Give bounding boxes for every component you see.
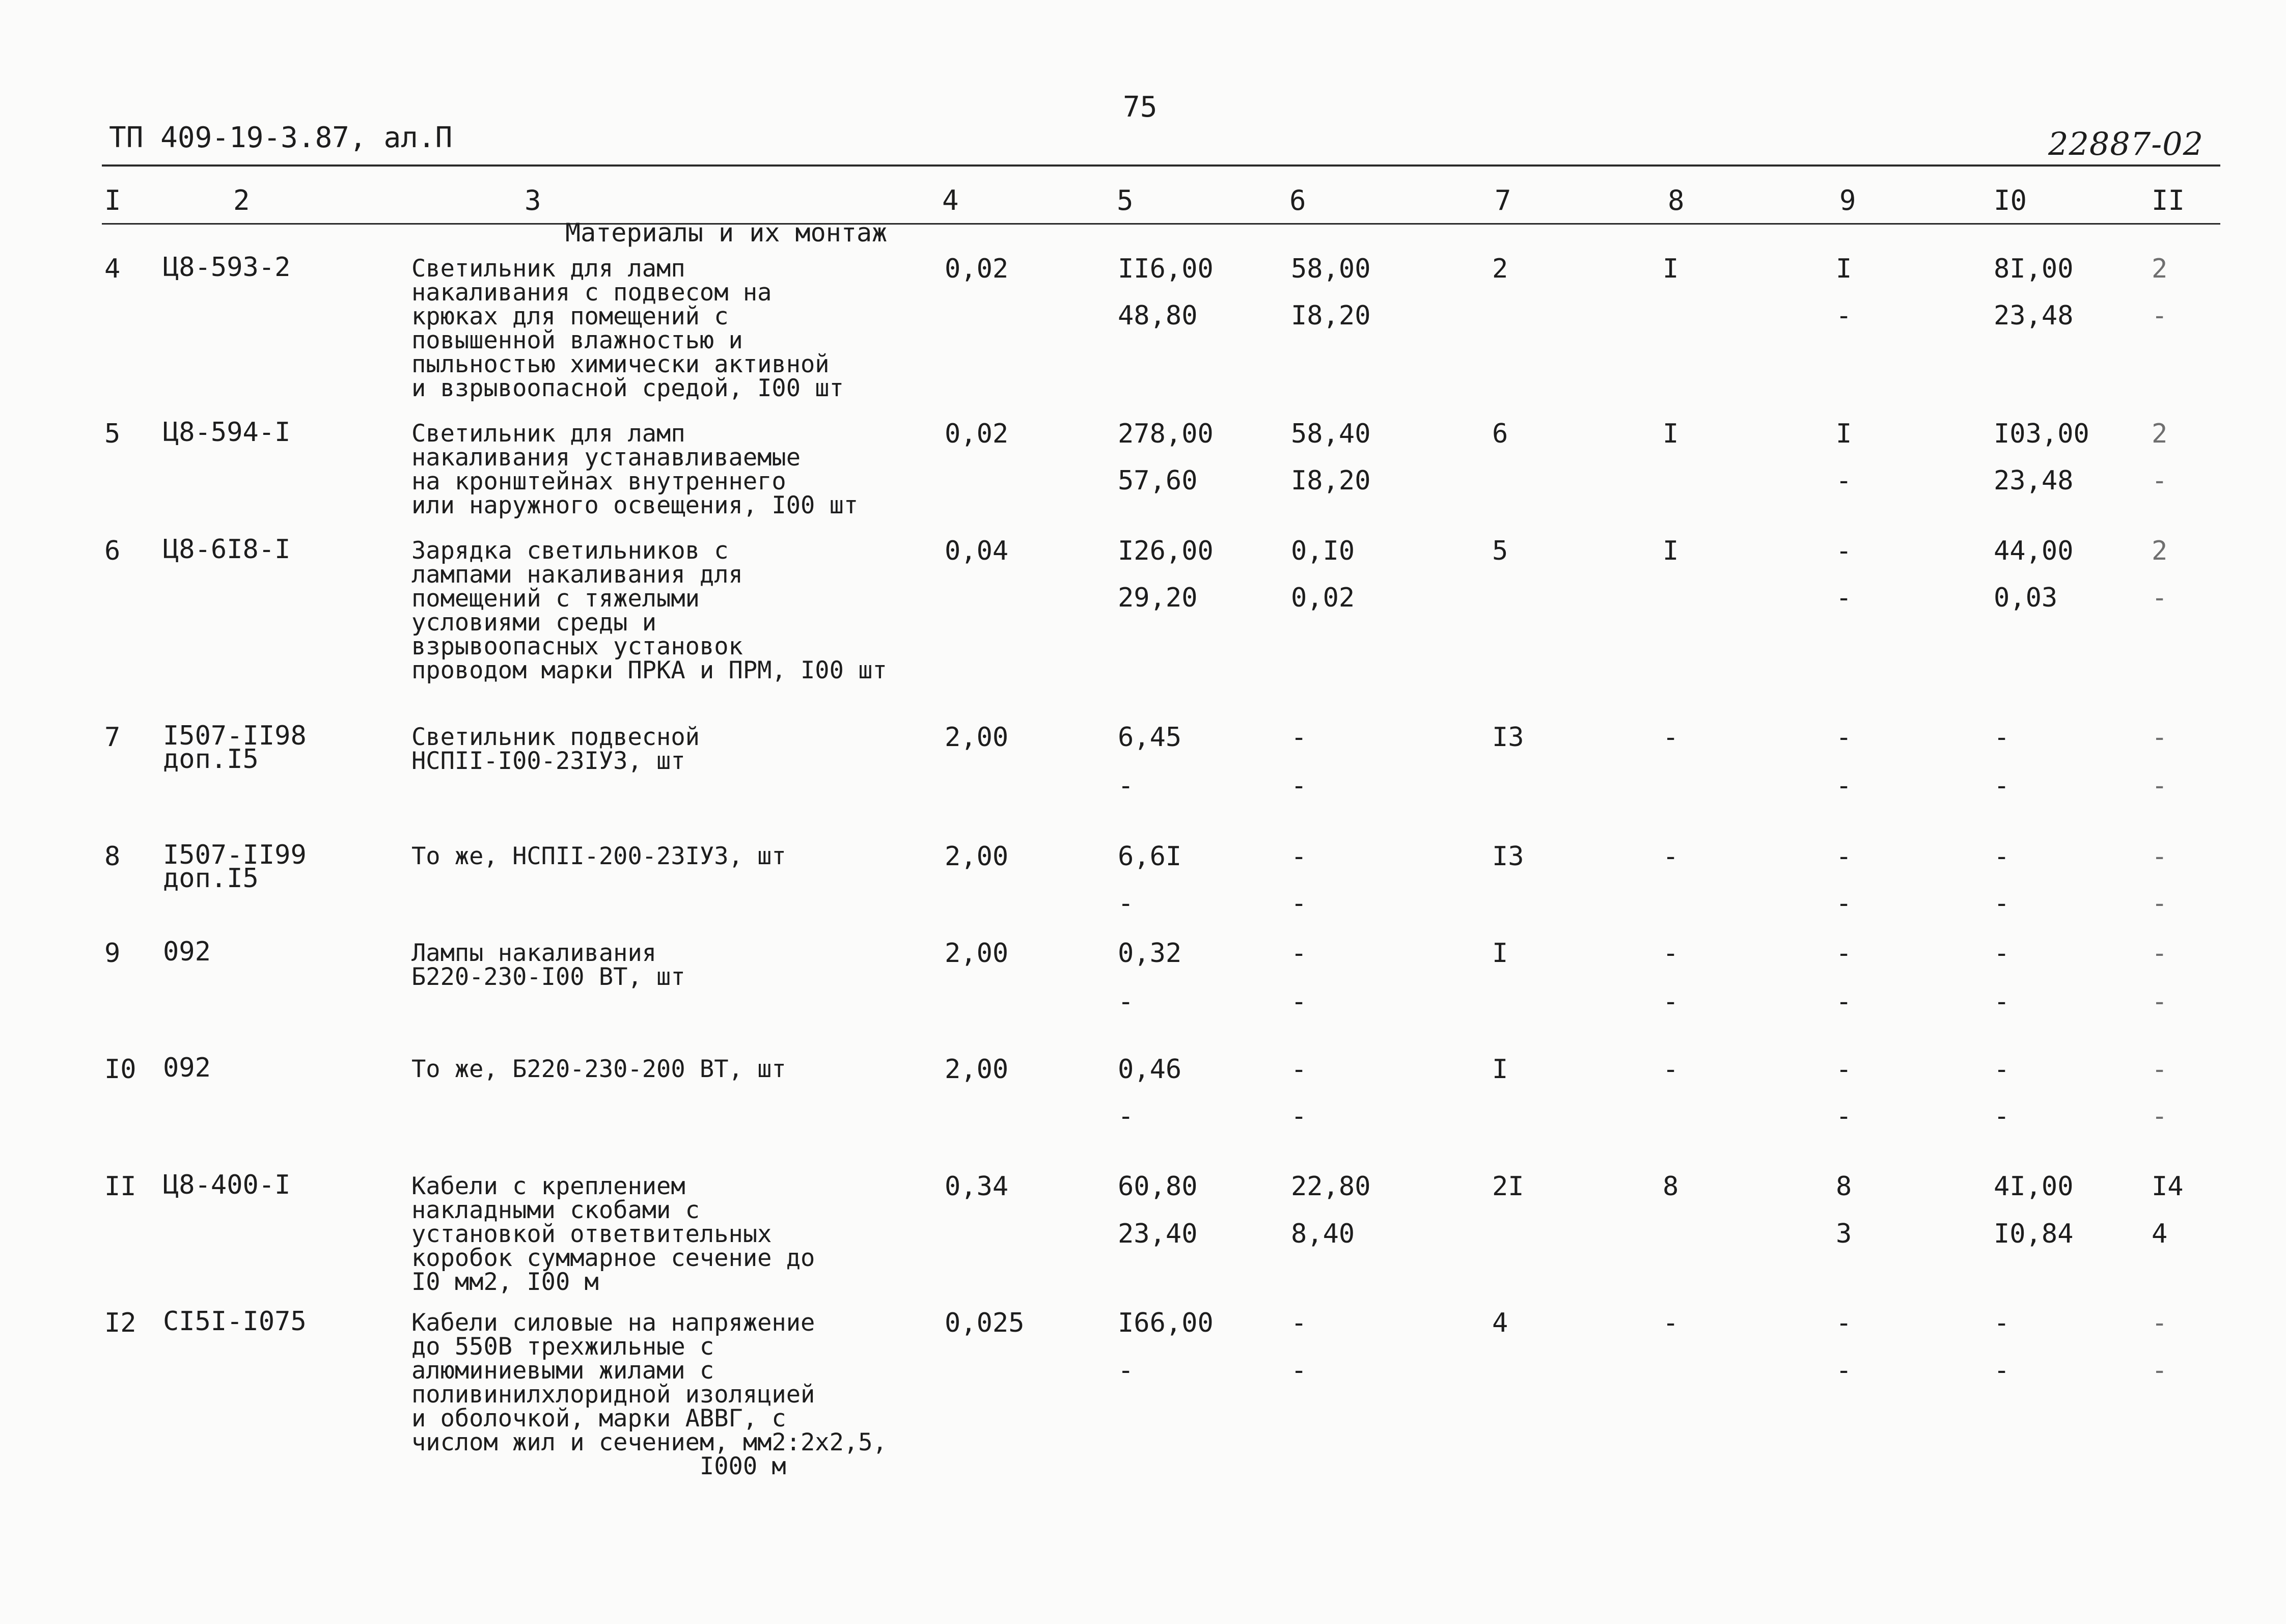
value-cell: -: [1291, 986, 1307, 1017]
value-cell: I: [1836, 419, 1852, 449]
value-cell: 0,32: [1118, 938, 1182, 969]
value-cell: -: [1994, 1308, 2010, 1338]
column-number: 6: [1289, 184, 1306, 216]
value-cell: -: [1663, 938, 1679, 969]
value-cell: 0,02: [1291, 583, 1355, 613]
value-cell: -: [1994, 938, 2010, 969]
row-number: 5: [104, 419, 121, 449]
value-cell: 3: [1836, 1219, 1852, 1249]
value-cell: -: [2152, 1054, 2168, 1085]
value-cell: 0,46: [1118, 1054, 1182, 1085]
resource-code: I507-II98 доп.I5: [163, 721, 307, 775]
value-cell: I26,00: [1118, 536, 1214, 566]
page-number: 75: [1123, 91, 1158, 124]
value-cell: 5: [1492, 536, 1508, 566]
item-description: Светильник подвесной НСПII-I00-23IУ3, шт: [411, 723, 700, 775]
row-number: 9: [104, 938, 121, 969]
column-number: 3: [525, 184, 541, 216]
value-cell: -: [1663, 986, 1679, 1017]
value-cell: 8I,00: [1994, 254, 2074, 284]
row-number: I2: [104, 1308, 136, 1338]
value-cell: -: [1291, 938, 1307, 969]
quantity-value: 2,00: [945, 841, 1009, 872]
column-number: 9: [1839, 184, 1856, 216]
value-cell: -: [1118, 888, 1134, 919]
value-cell: I3: [1492, 722, 1524, 753]
value-cell: 23,48: [1994, 300, 2074, 331]
value-cell: -: [1118, 770, 1134, 801]
value-cell: 0,03: [1994, 583, 2058, 613]
value-cell: 6,45: [1118, 722, 1182, 753]
resource-code: Ц8-6I8-I: [163, 534, 291, 565]
value-cell: -: [2152, 986, 2168, 1017]
resource-code: Ц8-400-I: [163, 1170, 291, 1200]
value-cell: I: [1663, 536, 1679, 566]
value-cell: 0,I0: [1291, 536, 1355, 566]
value-cell: 44,00: [1994, 536, 2074, 566]
column-number: I: [104, 184, 121, 216]
value-cell: -: [1836, 722, 1852, 753]
column-number: 4: [942, 184, 959, 216]
value-cell: -: [1291, 1355, 1307, 1386]
value-cell: 2I: [1492, 1171, 1524, 1202]
value-cell: -: [1836, 888, 1852, 919]
value-cell: -: [1663, 722, 1679, 753]
column-header-rule: [102, 223, 2220, 225]
value-cell: 2: [2152, 419, 2168, 449]
value-cell: 60,80: [1118, 1171, 1198, 1202]
value-cell: -: [2152, 583, 2168, 613]
column-number: 2: [233, 184, 250, 216]
value-cell: -: [1836, 465, 1852, 496]
value-cell: 6,6I: [1118, 841, 1182, 872]
header-rule: [102, 164, 2220, 167]
value-cell: 48,80: [1118, 300, 1198, 331]
value-cell: I0,84: [1994, 1219, 2074, 1249]
value-cell: -: [2152, 938, 2168, 969]
value-cell: I03,00: [1994, 419, 2089, 449]
value-cell: I: [1492, 1054, 1508, 1085]
column-number: II: [2152, 184, 2185, 216]
item-description: Кабели с креплением накладными скобами с установкой ответвительных коробок суммарное сечение до I0 мм2, I00 м: [411, 1172, 815, 1296]
value-cell: I8,20: [1291, 300, 1371, 331]
value-cell: 8: [1836, 1171, 1852, 1202]
section-title: Материалы и их монтаж: [565, 218, 888, 247]
value-cell: 58,40: [1291, 419, 1371, 449]
value-cell: -: [1836, 583, 1852, 613]
value-cell: -: [1291, 841, 1307, 872]
item-description: Светильник для ламп накаливания устанавливаемые на кронштейнах внутреннего или наружного освещения, I00 шт: [411, 420, 859, 519]
value-cell: 58,00: [1291, 254, 1371, 284]
value-cell: I: [1492, 938, 1508, 969]
value-cell: -: [1118, 1101, 1134, 1132]
value-cell: -: [1994, 1054, 2010, 1085]
value-cell: 6: [1492, 419, 1508, 449]
item-description: То же, Б220-230-200 ВТ, шт: [411, 1055, 786, 1083]
value-cell: -: [1118, 986, 1134, 1017]
item-description: Светильник для ламп накаливания с подвесом на крюках для помещений с повышенной влажностью и пыльностью химически активной и взрывоопасной средой, I00 шт: [411, 255, 844, 402]
value-cell: I: [1663, 254, 1679, 284]
value-cell: -: [1291, 722, 1307, 753]
quantity-value: 2,00: [945, 722, 1009, 753]
column-number: 7: [1495, 184, 1511, 216]
value-cell: -: [1291, 1054, 1307, 1085]
quantity-value: 0,02: [945, 419, 1009, 449]
quantity-value: 0,02: [945, 254, 1009, 284]
value-cell: -: [1291, 1308, 1307, 1338]
value-cell: I: [1836, 254, 1852, 284]
resource-code: CI5I-I075: [163, 1306, 307, 1337]
value-cell: -: [2152, 1308, 2168, 1338]
item-description: Кабели силовые на напряжение до 550В трехжильные с алюминиевыми жилами с поливинилхлоридной изоляцией и оболочкой, марки АВВГ, с числом жил и сечением, мм2:2х2,5, I000 м: [411, 1309, 887, 1480]
value-cell: I4: [2152, 1171, 2184, 1202]
value-cell: -: [1994, 722, 2010, 753]
value-cell: -: [1994, 770, 2010, 801]
value-cell: 29,20: [1118, 583, 1198, 613]
quantity-value: 0,04: [945, 536, 1009, 566]
value-cell: 2: [2152, 536, 2168, 566]
row-number: I0: [104, 1054, 136, 1085]
value-cell: -: [1663, 1308, 1679, 1338]
value-cell: -: [2152, 300, 2168, 331]
value-cell: I8,20: [1291, 465, 1371, 496]
item-description: То же, НСПII-200-23IУ3, шт: [411, 842, 786, 870]
value-cell: -: [2152, 465, 2168, 496]
resource-code: I507-II99 доп.I5: [163, 840, 307, 894]
value-cell: 2: [2152, 254, 2168, 284]
item-description: Лампы накаливания Б220-230-I00 ВТ, шт: [411, 939, 685, 991]
value-cell: II6,00: [1118, 254, 1214, 284]
value-cell: -: [1836, 1101, 1852, 1132]
value-cell: -: [2152, 841, 2168, 872]
column-number: I0: [1994, 184, 2027, 216]
document-code: ТП 409-19-3.87, ал.П: [109, 121, 453, 154]
value-cell: -: [1836, 841, 1852, 872]
quantity-value: 0,34: [945, 1171, 1009, 1202]
value-cell: -: [2152, 1355, 2168, 1386]
row-number: II: [104, 1171, 136, 1202]
value-cell: -: [1994, 1355, 2010, 1386]
value-cell: 8: [1663, 1171, 1679, 1202]
value-cell: -: [1836, 1054, 1852, 1085]
row-number: 8: [104, 841, 121, 872]
value-cell: -: [1291, 770, 1307, 801]
value-cell: -: [1994, 888, 2010, 919]
value-cell: -: [1836, 300, 1852, 331]
value-cell: -: [1836, 1355, 1852, 1386]
value-cell: -: [1836, 1308, 1852, 1338]
column-number: 8: [1668, 184, 1685, 216]
value-cell: 23,40: [1118, 1219, 1198, 1249]
value-cell: -: [1836, 536, 1852, 566]
value-cell: -: [1994, 1101, 2010, 1132]
value-cell: -: [1291, 1101, 1307, 1132]
row-number: 6: [104, 536, 121, 566]
value-cell: -: [1836, 770, 1852, 801]
value-cell: I66,00: [1118, 1308, 1214, 1338]
value-cell: 8,40: [1291, 1219, 1355, 1249]
value-cell: 22,80: [1291, 1171, 1371, 1202]
value-cell: 4: [2152, 1219, 2168, 1249]
value-cell: I: [1663, 419, 1679, 449]
value-cell: -: [1994, 841, 2010, 872]
column-number: 5: [1117, 184, 1134, 216]
resource-code: 092: [163, 937, 211, 967]
handwritten-stamp: 22887-02: [2048, 125, 2204, 162]
value-cell: -: [1291, 888, 1307, 919]
value-cell: -: [1663, 841, 1679, 872]
value-cell: -: [2152, 722, 2168, 753]
value-cell: 2: [1492, 254, 1508, 284]
resource-code: Ц8-594-I: [163, 417, 291, 448]
value-cell: -: [1994, 986, 2010, 1017]
quantity-value: 2,00: [945, 938, 1009, 969]
value-cell: -: [1663, 1054, 1679, 1085]
value-cell: -: [2152, 888, 2168, 919]
value-cell: 23,48: [1994, 465, 2074, 496]
item-description: Зарядка светильников с лампами накаливания для помещений с тяжелыми условиями среды и взрывоопасных установок проводом марки ПРКА и ПРМ, I00 шт: [411, 537, 887, 684]
quantity-value: 0,025: [945, 1308, 1025, 1338]
value-cell: I3: [1492, 841, 1524, 872]
value-cell: -: [1836, 986, 1852, 1017]
quantity-value: 2,00: [945, 1054, 1009, 1085]
value-cell: 57,60: [1118, 465, 1198, 496]
value-cell: 4: [1492, 1308, 1508, 1338]
value-cell: 4I,00: [1994, 1171, 2074, 1202]
row-number: 4: [104, 254, 121, 284]
row-number: 7: [104, 722, 121, 753]
resource-code: Ц8-593-2: [163, 252, 291, 283]
resource-code: 092: [163, 1053, 211, 1083]
value-cell: -: [1118, 1355, 1134, 1386]
value-cell: -: [2152, 770, 2168, 801]
value-cell: 278,00: [1118, 419, 1214, 449]
value-cell: -: [2152, 1101, 2168, 1132]
value-cell: -: [1836, 938, 1852, 969]
